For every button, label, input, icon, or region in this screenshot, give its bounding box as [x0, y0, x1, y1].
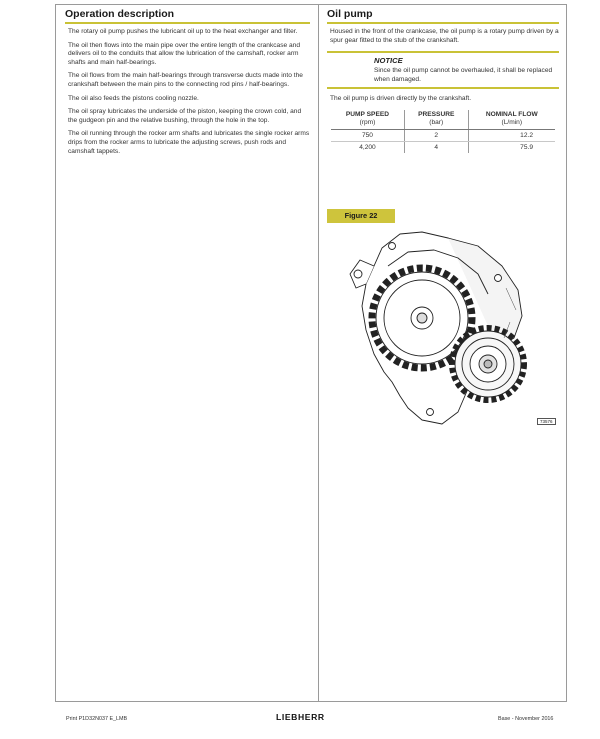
footer-print-code: Print P1D32N037 E_LMB	[66, 716, 128, 722]
paragraph: The oil flows from the main half-bearings through transverse ducts made into the crankshaft between the main pins to the connecting rod pins / half-bearings.	[68, 72, 303, 88]
figure-reference-number: 73576	[537, 418, 556, 425]
column-divider	[318, 4, 319, 702]
footer-edition: Base - November 2016	[498, 716, 554, 722]
bolt-hole	[354, 270, 362, 278]
title-underline	[65, 22, 310, 24]
oil-pump-section	[327, 8, 559, 153]
paragraph: The oil then flows into the main pipe over the entire length of the crankcase and delivers oil to the conduits that allow the lubrication of the camshaft, rocker arm shafts and main half-bearings.	[68, 41, 301, 66]
oil-pump-title: Oil pump	[327, 8, 373, 20]
paragraph: The oil also feeds the pistons cooling nozzle.	[68, 94, 199, 102]
operation-description-section	[65, 8, 310, 161]
header-unit: (L/min)	[501, 118, 523, 126]
header-label: NOMINAL FLOW	[485, 110, 538, 118]
cell-pressure: 2	[404, 129, 468, 141]
bolt-hole	[495, 275, 502, 282]
header-unit: (bar)	[429, 118, 444, 126]
oil-pump-intro: Housed in the front of the crankcase, the oil pump is a rotary pump driven by a spur gear fitted to the stub of the crankshaft.	[330, 28, 559, 44]
paragraph: The oil spray lubricates the underside of the piston, keeping the crown cold, and the gudgeon pin and the relative bushing, through the hole in the top.	[68, 108, 302, 124]
paragraph: The oil running through the rocker arm shafts and lubricates the single rocker arms drips from the rocker arms to lubricate the adjusting screws, push rods and camshaft tappets.	[68, 130, 310, 155]
header-label: PUMP SPEED	[345, 110, 390, 118]
cell-flow: 12.2	[468, 129, 555, 141]
notice-box	[327, 51, 559, 89]
header-label: PRESSURE	[418, 110, 455, 118]
paragraph: The rotary oil pump pushes the lubricant oil up to the heat exchanger and filter.	[68, 28, 298, 35]
table-row	[331, 129, 555, 141]
notice-text: Since the oil pump cannot be overhauled, it shall be replaced when damaged.	[374, 67, 553, 83]
cell-speed: 750	[331, 129, 404, 141]
oil-pump-illustration	[330, 226, 560, 426]
title-underline	[327, 22, 559, 24]
operation-description-title: Operation description	[65, 8, 175, 20]
cell-speed: 4,200	[359, 143, 376, 151]
cell-flow: 75.9	[468, 141, 555, 153]
bolt-hole	[427, 409, 434, 416]
drive-note: The oil pump is driven directly by the crankshaft.	[330, 95, 472, 103]
pump-spec-table	[331, 110, 555, 153]
header-unit: (rpm)	[359, 118, 376, 126]
header-nominal-flow	[468, 110, 555, 130]
figure-label: Figure 22	[327, 209, 395, 223]
header-pump-speed	[331, 110, 404, 130]
bolt-hole	[389, 243, 396, 250]
notice-title: NOTICE	[374, 56, 403, 66]
table-row	[331, 141, 555, 153]
cell-pressure: 4	[404, 141, 468, 153]
header-pressure	[404, 110, 468, 130]
liebherr-logo: LIEBHERR	[276, 712, 325, 722]
